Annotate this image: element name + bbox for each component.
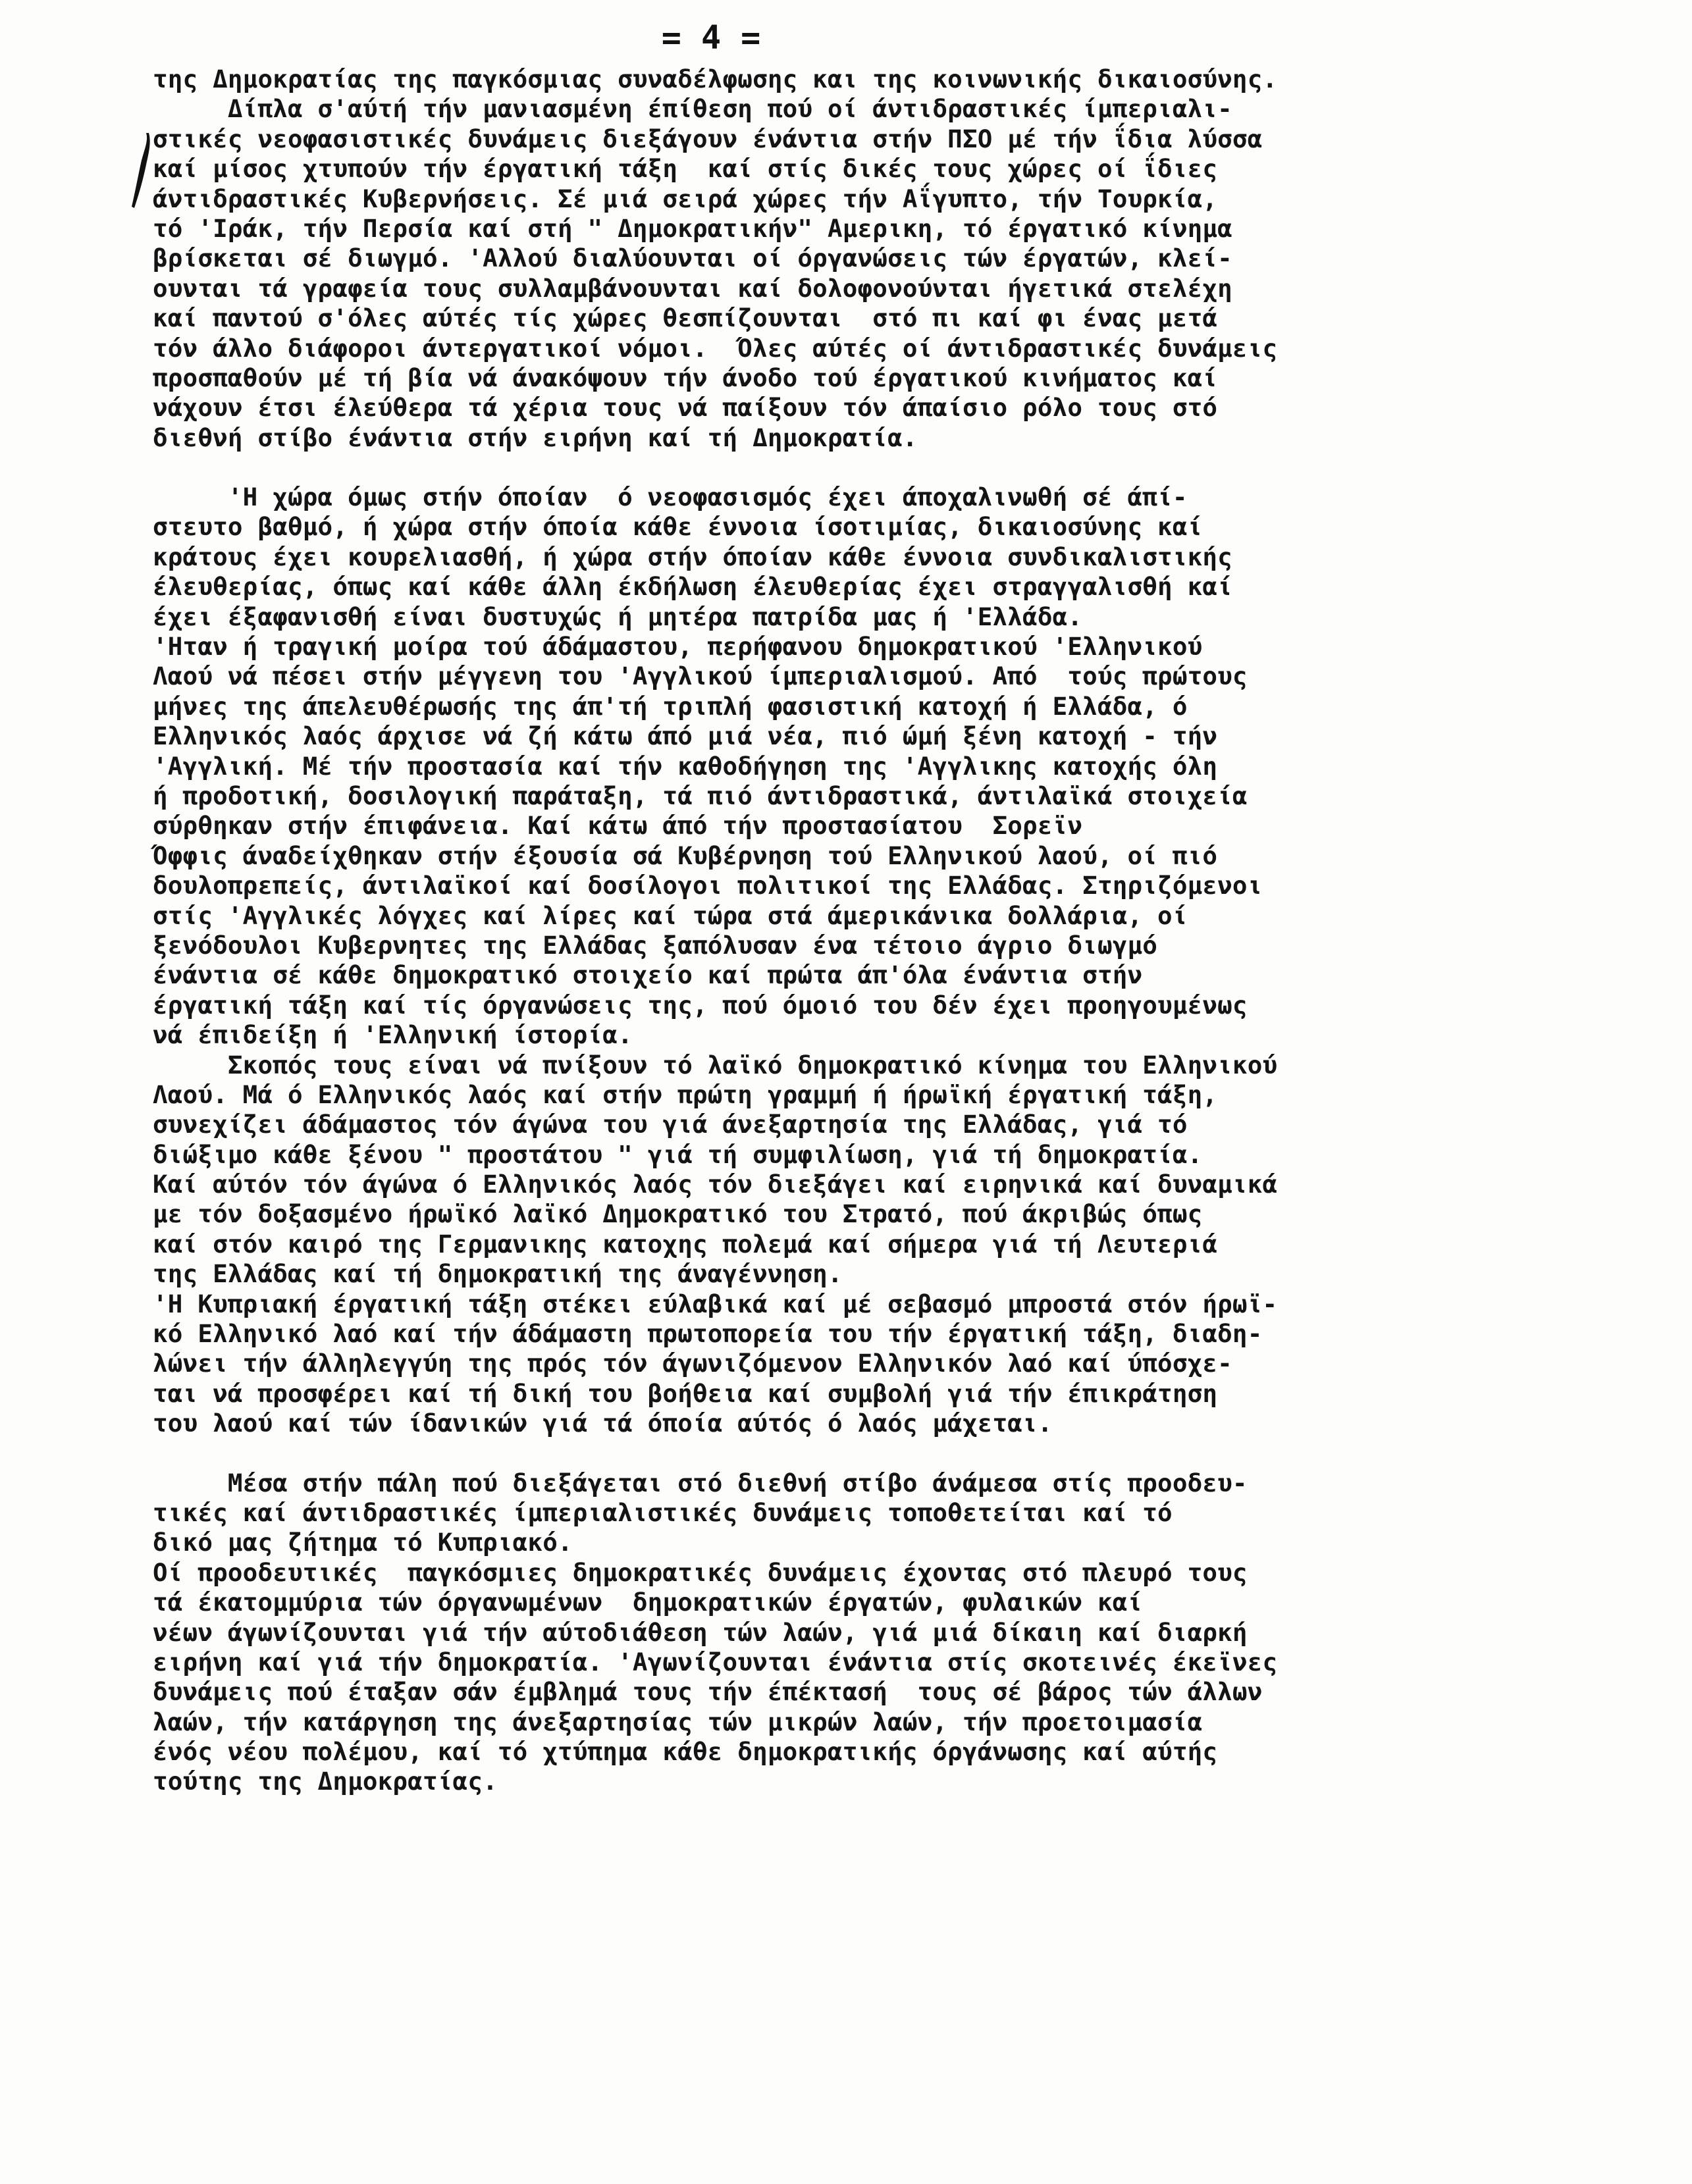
text-line: του λαού καί τών ίδανικών γιά τά όποία αύτός ό λαός μάχεται.	[153, 1409, 1053, 1438]
text-line: στευτο βαθμό, ή χώρα στήν όποία κάθε έννοια ίσοτιμίας, δικαιοσύνης καί	[153, 512, 1203, 542]
text-line: 'Η χώρα όμως στήν όποίαν ό νεοφασισμός έχει άποχαλινωθή σέ άπί-	[153, 482, 1188, 512]
page-number: = 4 =	[661, 18, 761, 57]
text-line: Λαού νά πέσει στήν μέγγενη του 'Αγγλικού ίμπεριαλισμού. Από τούς πρώτους	[153, 662, 1248, 691]
paragraph-2	[153, 482, 1667, 1439]
text-line: δικό μας ζήτημα τό Κυπριακό.	[153, 1528, 573, 1557]
text-line: στικές νεοφασιστικές δυνάμεις διεξάγουν ένάντια στήν ΠΣΟ μέ τήν ΐδια λύσσα	[153, 124, 1263, 153]
text-line: κό Ελληνικό λαό καί τήν άδάμαστη πρωτοπορεία του τήν έργατική τάξη, διαδη-	[153, 1319, 1263, 1349]
text-line: έργατική τάξη καί τίς όργανώσεις της, πού όμοιό του δέν έχει προηγουμένως	[153, 990, 1248, 1020]
text-line: λαών, τήν κατάργηση της άνεξαρτησίας τών μικρών λαών, τήν προετοιμασία	[153, 1707, 1203, 1736]
text-line: 'Ηταν ή τραγική μοίρα τού άδάμαστου, περήφανου δημοκρατικού 'Ελληνικού	[153, 632, 1203, 662]
text-line: τούτης της Δημοκρατίας.	[153, 1767, 498, 1796]
text-line: καί στόν καιρό της Γερμανικης κατοχης πολεμά καί σήμερα γιά τή Λευτεριά	[153, 1229, 1218, 1259]
text-line: βρίσκεται σέ διωγμό. 'Αλλού διαλύουνται οί όργανώσεις τών έργατών, κλεί-	[153, 244, 1232, 273]
text-line: συνεχίζει άδάμαστος τόν άγώνα του γιά άνεξαρτησία της Ελλάδας, γιά τό	[153, 1110, 1188, 1139]
text-line: της Δημοκρατίας της παγκόσμιας συναδέλφωσης και της κοινωνικής δικαιοσύνης.	[153, 65, 1278, 93]
text-line: Λαού. Μά ό Ελληνικός λαός καί στήν πρώτη γραμμή ή ήρωϊκή έργατική τάξη,	[153, 1079, 1218, 1109]
text-line: ένάντια σέ κάθε δημοκρατικό στοιχείο καί πρώτα άπ'όλα ένάντια στήν	[153, 960, 1143, 990]
text-line: κράτους έχει κουρελιασθή, ή χώρα στήν όποίαν κάθε έννοια συνδικαλιστικής	[153, 542, 1232, 571]
ink-mark	[129, 132, 153, 209]
text-line: Σκοπός τους είναι νά πνίξουν τό λαϊκό δημοκρατικό κίνημα του Ελληνικού	[153, 1050, 1278, 1079]
paragraph-gap	[153, 1439, 1667, 1469]
text-line: τό 'Ιράκ, τήν Περσία καί στή " Δημοκρατικήν" Αμερικη, τό έργατικό κίνημα	[153, 213, 1232, 243]
text-line: Οί προοδευτικές παγκόσμιες δημοκρατικές δυνάμεις έχοντας στό πλευρό τους	[153, 1557, 1248, 1587]
text-line: Δίπλα σ'αύτή τήν μανιασμένη έπίθεση πού οί άντιδραστικές ίμπεριαλι-	[153, 94, 1232, 124]
text-line: άντιδραστικές Κυβερνήσεις. Σέ μιά σειρά χώρες τήν Αΐγυπτο, τήν Τουρκία,	[153, 184, 1218, 213]
text-line: ουνται τά γραφεία τους συλλαμβάνουνται καί δολοφονούνται ήγετικά στελέχη	[153, 273, 1232, 303]
text-line: έχει έξαφανισθή είναι δυστυχώς ή μητέρα πατρίδα μας ή 'Ελλάδα.	[153, 602, 1083, 631]
text-line: καί μίσος χτυπούν τήν έργατική τάξη καί στίς δικές τους χώρες οί ΐδιες	[153, 154, 1218, 184]
text-line: Μέσα στήν πάλη πού διεξάγεται στό διεθνή στίβο άνάμεσα στίς προοδευ-	[153, 1468, 1248, 1497]
text-line: 'Αγγλική. Μέ τήν προστασία καί τήν καθοδήγηση της 'Αγγλικης κατοχής όλη	[153, 751, 1218, 781]
text-line: με τόν δοξασμένο ήρωϊκό λαϊκό Δημοκρατικό του Στρατό, πού άκριβώς όπως	[153, 1199, 1203, 1229]
paragraph-1	[153, 65, 1667, 453]
paragraph-3	[153, 1469, 1667, 1797]
document-body	[153, 65, 1667, 1797]
text-line: ειρήνη καί γιά τήν δημοκρατία. 'Αγωνίζουνται ένάντια στίς σκοτεινές έκεϊνες	[153, 1647, 1278, 1677]
text-line: δυνάμεις πού έταξαν σάν έμβλημά τους τήν έπέκτασή τους σέ βάρος τών άλλων	[153, 1677, 1263, 1707]
text-line: Όφφις άναδείχθηκαν στήν έξουσία σά Κυβέρνηση τού Ελληνικού λαού, οί πιό	[153, 841, 1218, 870]
text-line: έλευθερίας, όπως καί κάθε άλλη έκδήλωση έλευθερίας έχει στραγγαλισθή καί	[153, 572, 1232, 602]
text-line: σύρθηκαν στήν έπιφάνεια. Καί κάτω άπό τήν προστασίατου Σορεϊν	[153, 811, 1083, 841]
text-line: τά έκατομμύρια τών όργανωμένων δημοκρατικών έργατών, φυλαικών καί	[153, 1588, 1143, 1617]
text-line: της Ελλάδας καί τή δημοκρατική της άναγέννηση.	[153, 1259, 843, 1289]
text-line: ή προδοτική, δοσιλογική παράταξη, τά πιό άντιδραστικά, άντιλαϊκά στοιχεία	[153, 781, 1248, 810]
text-line: νά έπιδείξη ή 'Ελληνική ίστορία.	[153, 1020, 633, 1050]
text-line: τόν άλλο διάφοροι άντεργατικοί νόμοι. Όλες αύτές οί άντιδραστικές δυνάμεις	[153, 333, 1278, 363]
text-line: διώξιμο κάθε ξένου " προστάτου " γιά τή συμφιλίωση, γιά τή δημοκρατία.	[153, 1139, 1203, 1169]
text-line: προσπαθούν μέ τή βία νά άνακόψουν τήν άνοδο τού έργατικού κινήματος καί	[153, 363, 1218, 392]
text-line: ξενόδουλοι Κυβερνητες της Ελλάδας ξαπόλυσαν ένα τέτοιο άγριο διωγμό	[153, 930, 1158, 960]
text-line: 'Η Κυπριακή έργατική τάξη στέκει εύλαβικά καί μέ σεβασμό μπροστά στόν ήρωϊ-	[153, 1289, 1278, 1318]
text-line: Ελληνικός λαός άρχισε νά ζή κάτω άπό μιά νέα, πιό ώμή ξένη κατοχή - τήν	[153, 721, 1218, 751]
text-line: στίς 'Αγγλικές λόγχες καί λίρες καί τώρα στά άμερικάνικα δολλάρια, οί	[153, 900, 1188, 930]
text-line: τικές καί άντιδραστικές ίμπεριαλιστικές δυνάμεις τοποθετείται καί τό	[153, 1497, 1173, 1527]
paragraph-gap	[153, 453, 1667, 482]
text-line: διεθνή στίβο ένάντια στήν ειρήνη καί τή Δημοκρατία.	[153, 423, 918, 452]
text-line: νέων άγωνίζουνται γιά τήν αύτοδιάθεση τών λαών, γιά μιά δίκαιη καί διαρκή	[153, 1617, 1248, 1647]
text-line: καί παντού σ'όλες αύτές τίς χώρες θεσπίζουνται στό πι καί φι ένας μετά	[153, 303, 1218, 333]
text-line: μήνες της άπελευθέρωσής της άπ'τή τριπλή φασιστική κατοχή ή Ελλάδα, ό	[153, 691, 1188, 721]
text-line: δουλοπρεπείς, άντιλαϊκοί καί δοσίλογοι πολιτικοί της Ελλάδας. Στηριζόμενοι	[153, 871, 1263, 900]
text-line: ένός νέου πολέμου, καί τό χτύπημα κάθε δημοκρατικής όργάνωσης καί αύτής	[153, 1737, 1218, 1767]
text-line: Καί αύτόν τόν άγώνα ό Ελληνικός λαός τόν διεξάγει καί ειρηνικά καί δυναμικά	[153, 1170, 1278, 1199]
text-line: ται νά προσφέρει καί τή δική του βοήθεια καί συμβολή γιά τήν έπικράτηση	[153, 1378, 1218, 1408]
text-line: νάχουν έτσι έλεύθερα τά χέρια τους νά παίξουν τόν άπαίσιο ρόλο τους στό	[153, 393, 1218, 423]
text-line: λώνει τήν άλληλεγγύη της πρός τόν άγωνιζόμενον Ελληνικόν λαό καί ύπόσχε-	[153, 1349, 1232, 1378]
